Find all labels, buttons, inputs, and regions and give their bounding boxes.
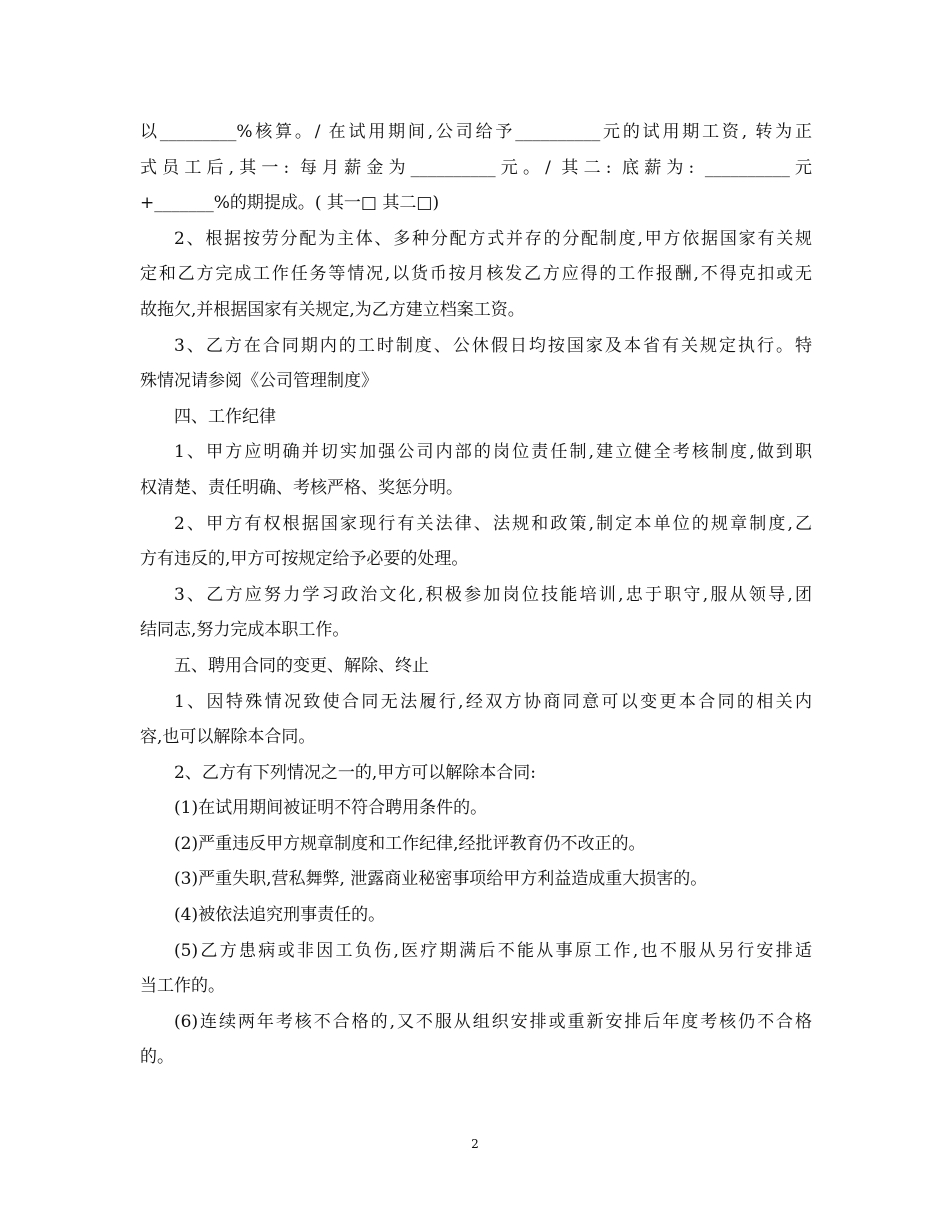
text-line: 2、甲方有权根据国家现行有关法律、法规和政策,制定本单位的规章制度,乙 <box>174 513 812 534</box>
text-line: 1、甲方应明确并切实加强公司内部的岗位责任制,建立健全考核制度,做到职 <box>174 442 812 463</box>
text-line: 当工作的。 <box>140 976 225 997</box>
text-line: 故拖欠,并根据国家有关规定,为乙方建立档案工资。 <box>140 299 525 320</box>
text-line: 结同志,努力完成本职工作。 <box>140 620 350 641</box>
text-line: 权清楚、责任明确、考核严格、奖惩分明。 <box>140 477 463 498</box>
text-line: +_______%的期提成。( 其一□ 其二□) <box>140 193 440 214</box>
text-line: 方有违反的,甲方可按规定给予必要的处理。 <box>140 549 469 570</box>
text-line: 以_________%核算。/ 在试用期间,公司给予__________元的试用期工资, 转为正 <box>140 122 812 142</box>
text-line: 殊情况请参阅《公司管理制度》 <box>140 371 378 392</box>
text-line: 定和乙方完成工作任务等情况,以货币按月核发乙方应得的工作报酬,不得克扣或无 <box>140 264 812 285</box>
text-line: 2、根据按劳分配为主体、多种分配方式并存的分配制度,甲方依据国家有关规 <box>174 228 812 249</box>
document-body <box>140 115 812 1076</box>
text-line: 容,也可以解除本合同。 <box>140 727 316 748</box>
list-item: (3)严重失职,营私舞弊, 泄露商业秘密事项给甲方利益造成重大损害的。 <box>174 869 708 890</box>
text-line: 式员工后,其一: 每月薪金为__________元。/ 其二: 底薪为: __________元 <box>140 157 812 178</box>
text-line: 3、乙方在合同期内的工时制度、公休假日均按国家及本省有关规定执行。特 <box>174 335 812 356</box>
text-line: 3、乙方应努力学习政治文化,积极参加岗位技能培训,忠于职守,服从领导,团 <box>174 584 812 605</box>
text-line: 的。 <box>140 1047 174 1068</box>
list-item: (1)在试用期间被证明不符合聘用条件的。 <box>174 798 488 819</box>
text-line: 2、乙方有下列情况之一的,甲方可以解除本合同: <box>174 762 536 783</box>
page-number: 2 <box>471 1137 479 1151</box>
text-line: 1、因特殊情况致使合同无法履行,经双方协商同意可以变更本合同的相关内 <box>174 691 812 712</box>
list-item: (4)被依法追究刑事责任的。 <box>174 905 386 926</box>
list-item: (6)连续两年考核不合格的,又不服从组织安排或重新安排后年度考核仍不合格 <box>174 1011 812 1032</box>
list-item: (2)严重违反甲方规章制度和工作纪律,经批评教育仍不改正的。 <box>174 833 646 854</box>
section-heading: 五、聘用合同的变更、解除、终止 <box>174 655 429 676</box>
list-item: (5)乙方患病或非因工负伤,医疗期满后不能从事原工作,也不服从另行安排适 <box>174 940 812 961</box>
section-heading: 四、工作纪律 <box>174 406 276 427</box>
